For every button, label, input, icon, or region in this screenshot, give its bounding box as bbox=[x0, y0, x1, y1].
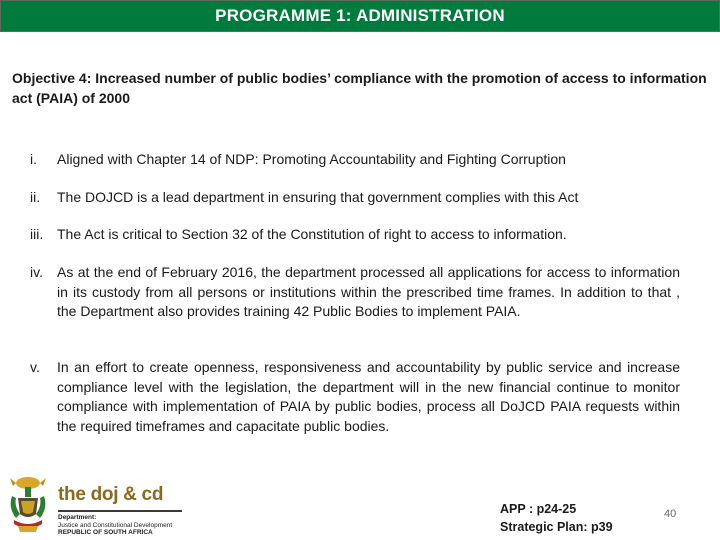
coat-of-arms-icon bbox=[6, 474, 50, 536]
list-item-number: iv. bbox=[30, 264, 43, 280]
plan-references bbox=[500, 500, 613, 536]
doj-logo bbox=[6, 474, 186, 536]
app-reference: APP : p24-25 bbox=[500, 502, 577, 516]
list-item bbox=[30, 358, 680, 436]
list-item-number: v. bbox=[30, 359, 40, 375]
page-title: PROGRAMME 1: ADMINISTRATION bbox=[215, 6, 505, 25]
list-item-text: The Act is critical to Section 32 of the Constitution of right to access to information. bbox=[57, 226, 567, 242]
list-item-text: As at the end of February 2016, the department processed all applications for access to information in its custody from all persons or institutions within the prescribed time frames. In addition to that , the Department also provides training 42 Public Bodies to implement PAIA. bbox=[57, 264, 680, 319]
list-item-text: Aligned with Chapter 14 of NDP: Promoting Accountability and Fighting Corruption bbox=[57, 151, 566, 167]
list-item-number: iii. bbox=[30, 226, 44, 242]
list-item bbox=[30, 225, 680, 245]
list-item bbox=[30, 263, 680, 322]
title-bar bbox=[0, 0, 720, 32]
list-item-text: The DOJCD is a lead department in ensuring that government complies with this Act bbox=[57, 189, 579, 205]
list-item bbox=[30, 188, 680, 208]
logo-divider bbox=[58, 510, 182, 512]
page-number: 40 bbox=[664, 508, 677, 520]
list-item-text: In an effort to create openness, responsiveness and accountability by public service and increase compliance level with the legislation, the department will in the new financial continue to monitor compliance with implementation of PAIA by public bodies, process all DoJCD PAIA requests within the required timeframes and capacitate public bodies. bbox=[57, 359, 680, 434]
objective-heading: Objective 4: Increased number of public bodies’ compliance with the promotion of access to information act (PAIA) of 2000 bbox=[12, 70, 707, 106]
list-item bbox=[30, 150, 680, 170]
brand-name: the doj & cd bbox=[58, 484, 164, 505]
department-name: Department: Justice and Constitutional Development REPUBLIC OF SOUTH AFRICA bbox=[58, 514, 173, 536]
strategic-plan-reference: Strategic Plan: p39 bbox=[500, 520, 613, 534]
list-item-number: i. bbox=[30, 151, 37, 167]
list-item-number: ii. bbox=[30, 189, 41, 205]
